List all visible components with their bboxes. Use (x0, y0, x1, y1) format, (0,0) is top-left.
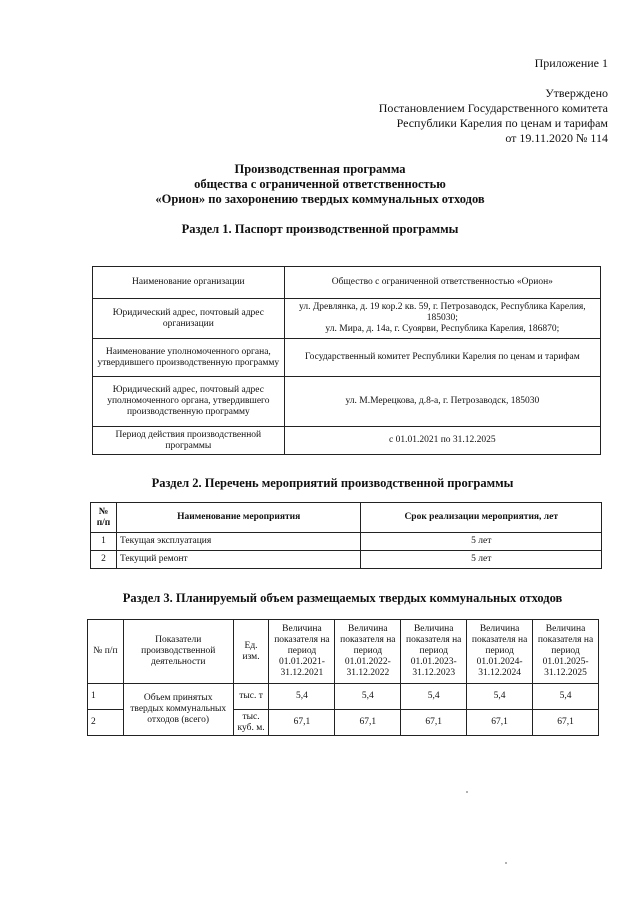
row-term: 5 лет (361, 533, 602, 551)
row-num: 1 (88, 684, 124, 710)
row-num: 2 (88, 710, 124, 736)
row-value: 5,4 (533, 684, 599, 710)
row-term: 5 лет (361, 551, 602, 569)
section2-heading: Раздел 2. Перечень мероприятий производственной программы (151, 476, 514, 490)
activities-header-row (91, 503, 602, 533)
col-period-header: Величина показателя на период 01.01.2024-31.12.2024 (467, 620, 533, 684)
approval-line-1: Постановлением Государственного комитета (378, 101, 608, 115)
scan-speck (505, 862, 507, 864)
address-line-1: ул. Древлянка, д. 19 кор.2 кв. 59, г. Петрозаводск, Республика Карелия, 185030; (299, 302, 586, 323)
row-unit: тыс. куб. м. (233, 710, 269, 736)
title-line-2: общества с ограниченной ответственностью (194, 177, 446, 191)
row-value: 67,1 (335, 710, 401, 736)
col-period-header: Величина показателя на период 01.01.2025-31.12.2025 (533, 620, 599, 684)
row-num: 1 (91, 533, 117, 551)
passport-value: Государственный комитет Республики Карелия по ценам и тарифам (284, 339, 600, 377)
col-indicator-header: Показатели производственной деятельности (123, 620, 233, 684)
passport-row (93, 299, 601, 339)
col-num-header: № п/п (88, 620, 124, 684)
passport-row (93, 427, 601, 455)
table-row (91, 533, 602, 551)
approval-date: от 19.11.2020 № 114 (505, 131, 608, 145)
passport-label: Юридический адрес, почтовый адрес уполномоченного органа, утвердившего производственную программу (93, 377, 285, 427)
passport-row (93, 267, 601, 299)
section3-heading: Раздел 3. Планируемый объем размещаемых твердых коммунальных отходов (122, 591, 563, 605)
activities-table (90, 502, 602, 569)
passport-table (92, 266, 601, 455)
row-name: Текущая эксплуатация (116, 533, 361, 551)
col-name-header: Наименование мероприятия (116, 503, 361, 533)
row-unit: тыс. т (233, 684, 269, 710)
passport-label: Юридический адрес, почтовый адрес организации (93, 299, 285, 339)
passport-label: Период действия производственной программы (93, 427, 285, 455)
appendix-label: Приложение 1 (534, 56, 608, 70)
address-line-2: ул. Мира, д. 14а, г. Суоярви, Республика Карелия, 186870; (325, 324, 560, 334)
table-row (88, 684, 599, 710)
col-num-header: № п/п (91, 503, 117, 533)
title-line-3: «Орион» по захоронению твердых коммунальных отходов (155, 192, 485, 206)
volume-header-row (88, 620, 599, 684)
col-unit-header: Ед. изм. (233, 620, 269, 684)
row-value: 5,4 (335, 684, 401, 710)
approved-label: Утверждено (545, 86, 608, 100)
col-period-header: Величина показателя на период 01.01.2021-31.12.2021 (269, 620, 335, 684)
title-line-1: Производственная программа (234, 162, 406, 176)
passport-row (93, 377, 601, 427)
row-value: 67,1 (401, 710, 467, 736)
col-period-header: Величина показателя на период 01.01.2023-31.12.2023 (401, 620, 467, 684)
row-value: 5,4 (401, 684, 467, 710)
passport-value (284, 299, 600, 339)
passport-value: ул. М.Мерецкова, д.8-а, г. Петрозаводск, 185030 (284, 377, 600, 427)
row-value: 5,4 (269, 684, 335, 710)
row-value: 67,1 (533, 710, 599, 736)
passport-value: Общество с ограниченной ответственностью «Орион» (284, 267, 600, 299)
col-period-header: Величина показателя на период 01.01.2022-31.12.2022 (335, 620, 401, 684)
row-indicator: Объем принятых твердых коммунальных отходов (всего) (123, 684, 233, 736)
row-value: 67,1 (269, 710, 335, 736)
section1-heading: Раздел 1. Паспорт производственной программы (181, 222, 459, 236)
row-value: 67,1 (467, 710, 533, 736)
scan-speck (466, 791, 468, 793)
table-row (91, 551, 602, 569)
volume-table (87, 619, 599, 736)
col-term-header: Срок реализации мероприятия, лет (361, 503, 602, 533)
row-num: 2 (91, 551, 117, 569)
passport-row (93, 339, 601, 377)
passport-label: Наименование уполномоченного органа, утвердившего производственную программу (93, 339, 285, 377)
row-value: 5,4 (467, 684, 533, 710)
row-name: Текущий ремонт (116, 551, 361, 569)
passport-value: с 01.01.2021 по 31.12.2025 (284, 427, 600, 455)
approval-line-2: Республики Карелия по ценам и тарифам (396, 116, 608, 130)
passport-label: Наименование организации (93, 267, 285, 299)
